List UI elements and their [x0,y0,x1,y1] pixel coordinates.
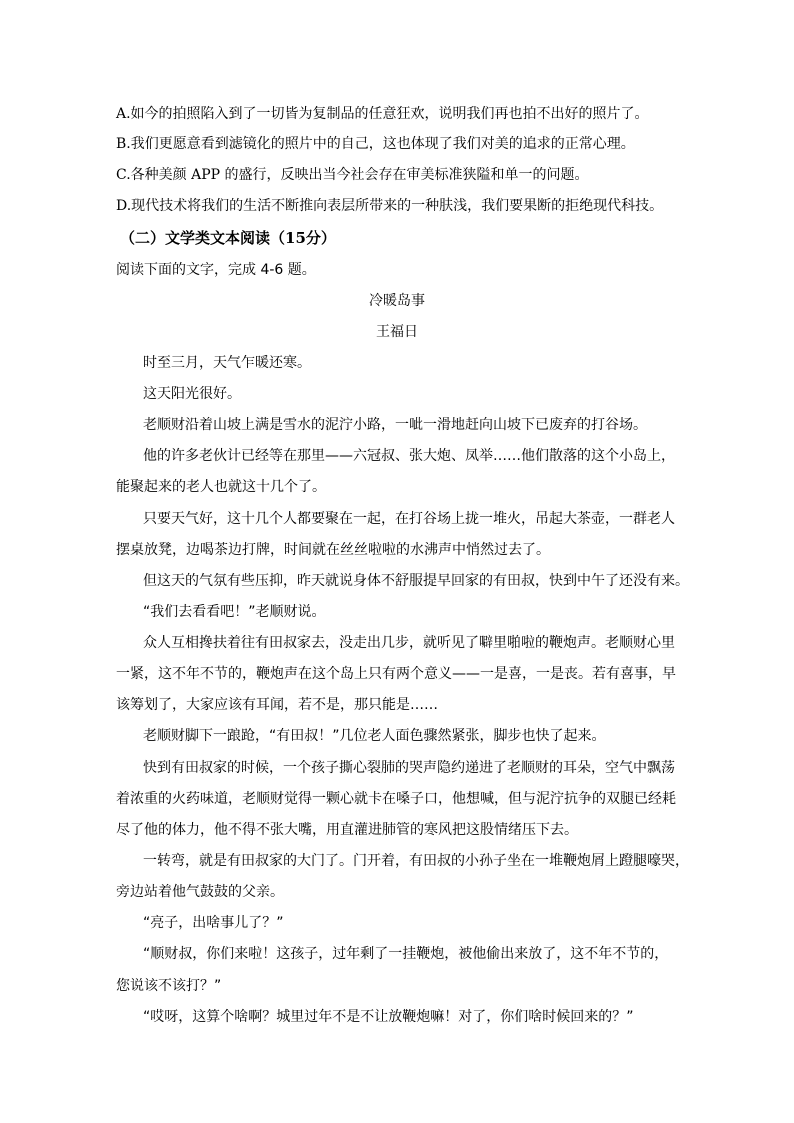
story-line: “我们去看看吧！”老顺财说。 [143,604,326,620]
story-line: 一转弯，就是有田叔家的大门了。门开着，有田叔的小孙子坐在一堆鞭炮屑上蹬腿嚎哭， [143,853,689,869]
story-line: 着浓重的火药味道，老顺财觉得一颗心就卡在嗓子口，他想喊，但与泥泞抗争的双腿已经耗 [116,791,676,807]
story-line: 但这天的气氛有些压抑，昨天就说身体不舒服提早回家的有田叔，快到中午了还没有来。 [143,573,689,589]
story-line: 时至三月，天气乍暖还寒。 [143,355,311,371]
story-line: 旁边站着他气鼓鼓的父亲。 [116,884,284,900]
story-line: 您说该不该打？” [116,978,222,994]
option-c: C.各种美颜 APP 的盛行，反映出当今社会存在审美标准狭隘和单一的问题。 [116,167,589,183]
story-line: 该筹划了，大家应该有耳闻，若不是，那只能是…… [116,697,438,713]
story-author: 王福日 [376,324,418,340]
story-line: 快到有田叔家的时候，一个孩子撕心裂肺的哭声隐约递进了老顺财的耳朵，空气中飘荡 [143,760,675,776]
story-line: “哎呀，这算个啥啊？城里过年不是不让放鞭炮嘛！对了，你们啥时候回来的？” [143,1009,634,1025]
story-line: 只要天气好，这十几个人都要聚在一起，在打谷场上拢一堆火，吊起大茶壶，一群老人 [143,511,675,527]
story-line: 尽了他的体力，他不得不张大嘴，用直灌进肺管的寒风把这股情绪压下去。 [116,822,578,838]
option-d: D.现代技术将我们的生活不断推向表层所带来的一种肤浅，我们要果断的拒绝现代科技。 [116,198,664,214]
story-line: 一紧，这不年不节的，鞭炮声在这个岛上只有两个意义——一是喜，一是丧。若有喜事，早 [116,666,676,682]
story-line: 能聚起来的老人也就这十几个了。 [116,479,326,495]
story-line: “顺财叔，你们来啦！这孩子，过年剩了一挂鞭炮，被他偷出来放了，这不年不节的， [143,946,669,962]
section-heading: （二）文学类文本阅读（15分） [120,229,336,247]
story-line: 这天阳光很好。 [143,386,241,402]
instruction: 阅读下面的文字，完成 4-6 题。 [116,262,316,278]
story-line: “亮子，出啥事儿了？” [143,915,284,931]
story-line: 他的许多老伙计已经等在那里——六冠叔、张大炮、凤举……他们散落的这个小岛上， [143,448,675,464]
story-title: 冷暖岛事 [369,293,425,309]
option-a: A.如今的拍照陷入到了一切皆为复制品的任意狂欢，说明我们再也拍不出好的照片了。 [116,106,649,122]
story-line: 众人互相搀扶着往有田叔家去，没走出几步，就听见了噼里啪啦的鞭炮声。老顺财心里 [143,635,675,651]
story-line: 老顺财脚下一踉跄，“有田叔！”几位老人面色骤然紧张，脚步也快了起来。 [143,728,606,744]
story-line: 摆桌放凳，边喝茶边打牌，时间就在丝丝啦啦的水沸声中悄然过去了。 [116,542,550,558]
option-b: B.我们更愿意看到滤镜化的照片中的自己，这也体现了我们对美的追求的正常心理。 [116,136,635,152]
story-line: 老顺财沿着山坡上满是雪水的泥泞小路，一呲一滑地赶向山坡下已废弃的打谷场。 [143,417,647,433]
